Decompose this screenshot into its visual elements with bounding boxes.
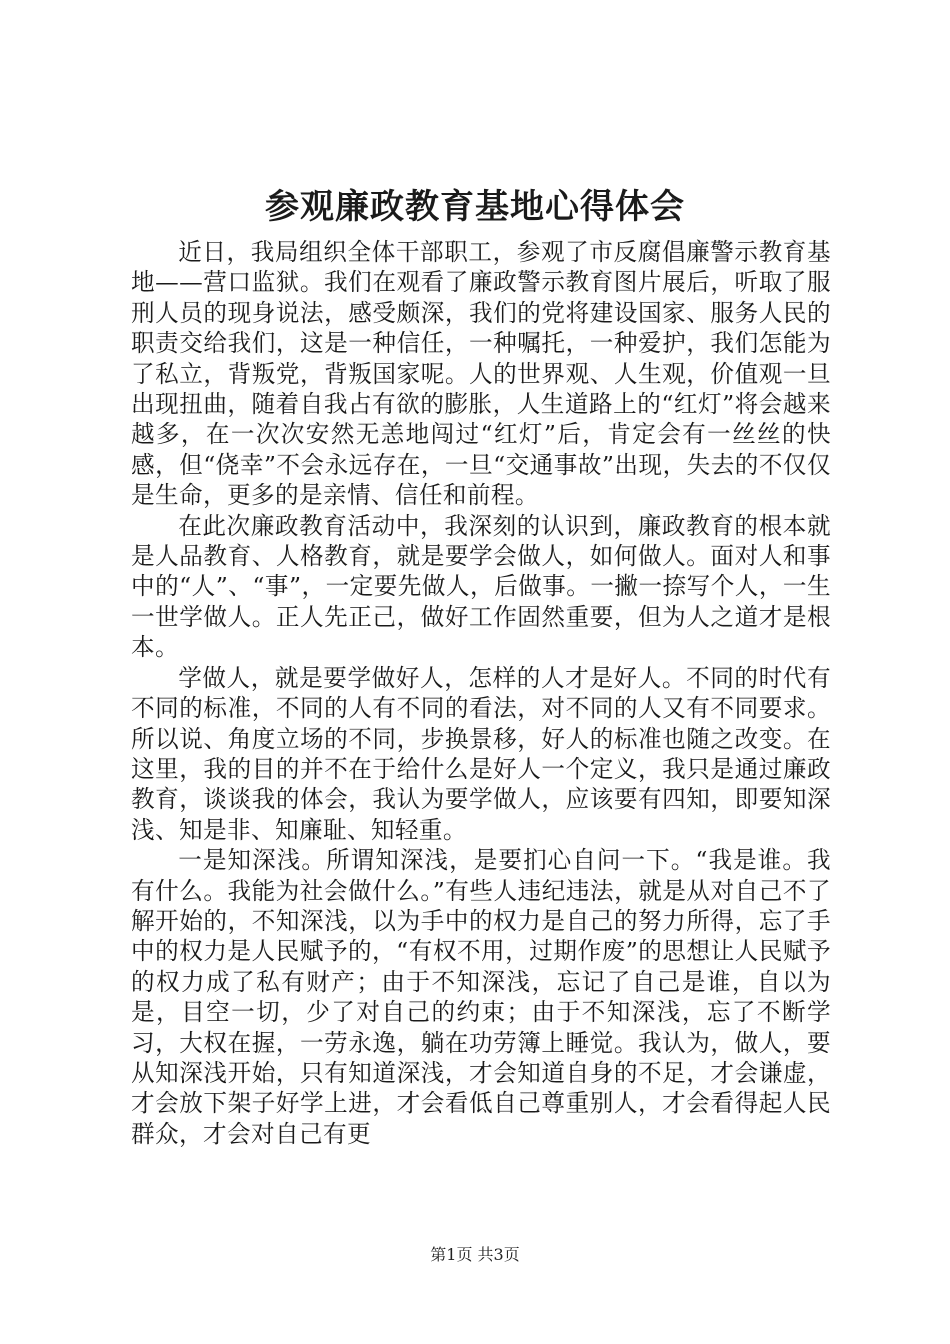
page-number: 第1页 共3页 xyxy=(430,1245,520,1264)
paragraph-education: 在此次廉政教育活动中，我深刻的认识到，廉政教育的根本就是人品教育、人格教育，就是要学会做人，如何做人。面对人和事中的“人”、“事”，一定要先做人，后做事。一撇一捺写个人，一生一世学做人。正人先正己，做好工作固然重要，但为人之道才是根本。 xyxy=(131,511,831,662)
paragraph-intro: 近日，我局组织全体干部职工，参观了市反腐倡廉警示教育基地——营口监狱。我们在观看了廉政警示教育图片展后，听取了服刑人员的现身说法，感受颇深，我们的党将建设国家、服务人民的职责交给我们，这是一种信任，一种嘱托，一种爱护，我们怎能为了私立，背叛党，背叛国家呢。人的世界观、人生观，价值观一旦出现扭曲，随着自我占有欲的膨胀，人生道路上的“红灯”将会越来越多，在一次次安然无恙地闯过“红灯”后，肯定会有一丝丝的快感，但“侥幸”不会永远存在，一旦“交通事故”出现，失去的不仅仅是生命，更多的是亲情、信任和前程。 xyxy=(131,238,831,510)
paragraph-know-depth: 一是知深浅。所谓知深浅，是要扪心自问一下。“我是谁。我有什么。我能为社会做什么。”有些人违纪违法，就是从对自己不了解开始的，不知深浅，以为手中的权力是自己的努力所得，忘了手中的权力是人民赋予的，“有权不用，过期作废”的思想让人民赋予的权力成了私有财产；由于不知深浅，忘记了自己是谁，自以为是，目空一切，少了对自己的约束；由于不知深浅，忘了不断学习，大权在握，一劳永逸，躺在功劳簿上睡觉。我认为，做人，要从知深浅开始，只有知道深浅，才会知道自身的不足，才会谦虚，才会放下架子好学上进，才会看低自己尊重别人，才会看得起人民群众，才会对自己有更 xyxy=(131,846,831,1148)
document-body xyxy=(131,237,831,1149)
paragraph-good-person: 学做人，就是要学做好人，怎样的人才是好人。不同的时代有不同的标准，不同的人有不同的看法，对不同的人又有不同要求。所以说、角度立场的不同，步换景移，好人的标准也随之改变。在这里，我的目的并不在于给什么是好人一个定义，我只是通过廉政教育，谈谈我的体会，我认为要学做人，应该要有四知，即要知深浅、知是非、知廉耻、知轻重。 xyxy=(131,663,831,844)
document-title: 参观廉政教育基地心得体会 xyxy=(265,187,685,227)
